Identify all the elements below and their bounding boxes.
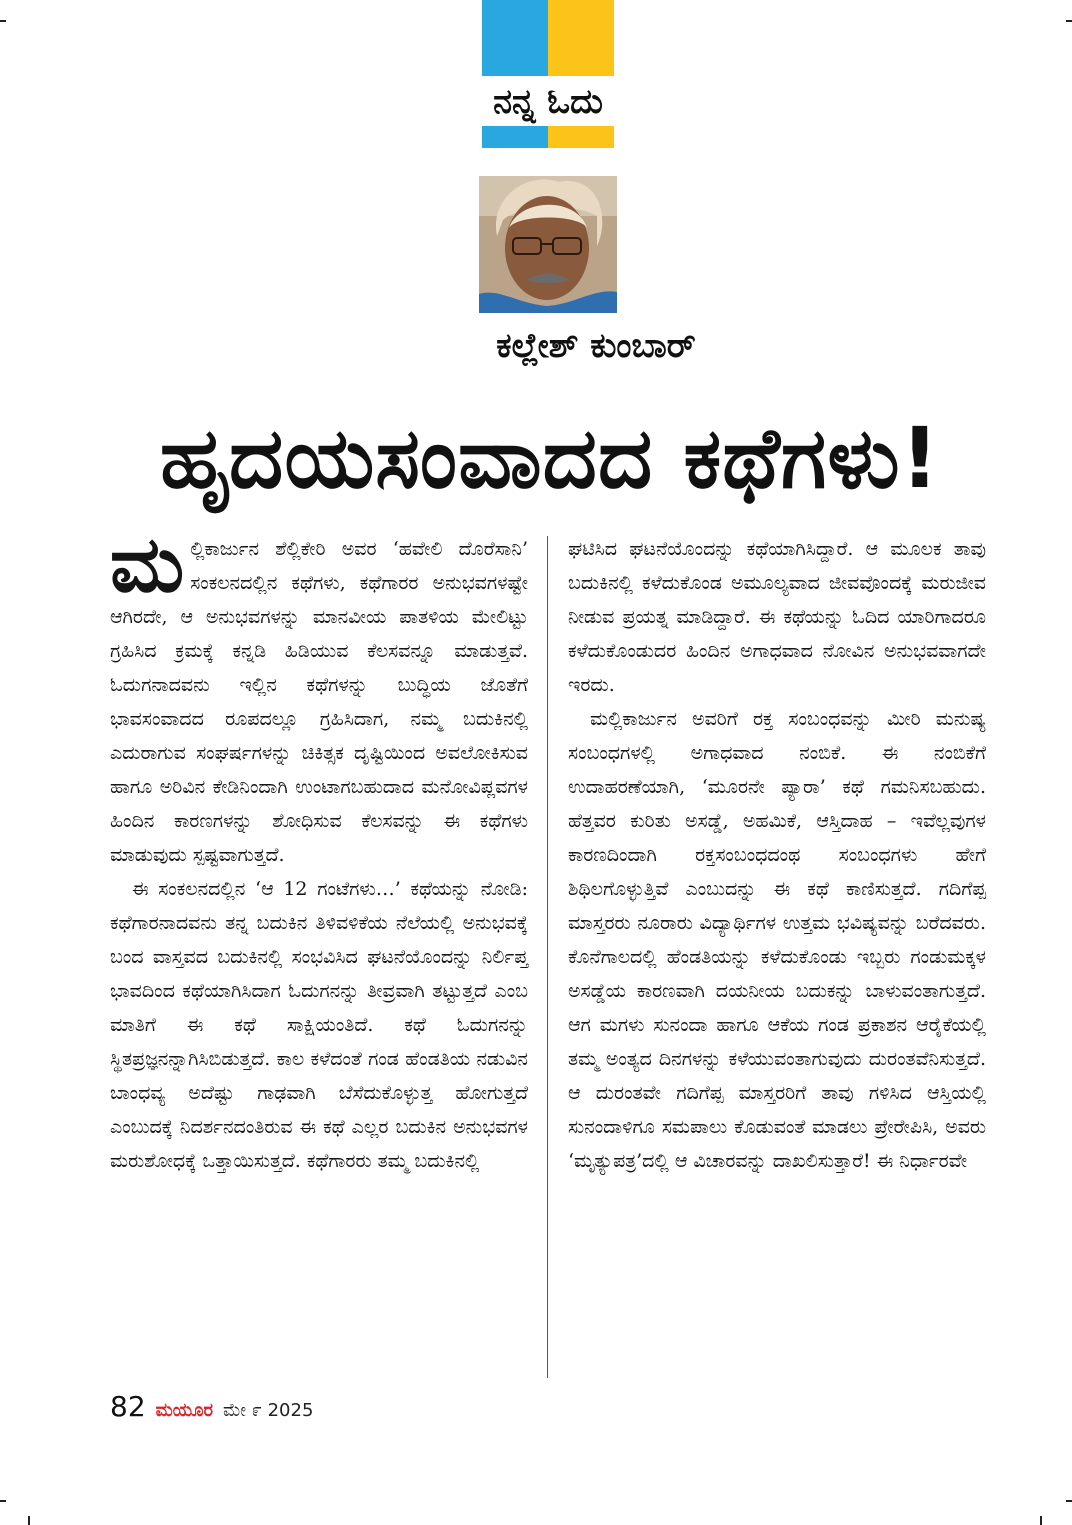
issue-date: ಮೇ ೯ 2025 [223,1400,314,1421]
drop-cap: ಮ [110,520,185,610]
author-photo [479,176,617,313]
section-title: ನನ್ನ ಓದು [493,82,603,122]
author-name: ಕಲ್ಲೇಶ್ ಕುಂಬಾರ್ [496,326,696,366]
crop-mark [28,1516,30,1525]
article-column-right [568,532,986,1178]
logo-blue-bar [482,126,548,148]
author-portrait-icon [479,176,617,313]
logo-yellow-block [548,0,614,76]
article-paragraph [110,520,528,872]
magazine-name: ಮಯೂರ [155,1400,214,1421]
paragraph-text: ಲ್ಲಿಕಾರ್ಜುನ ಶೆಲ್ಲಿಕೇರಿ ಅವರ ‘ಹವೇಲಿ ದೊರೆಸಾನಿ’ ಸಂಕಲನದಲ್ಲಿನ ಕಥೆಗಳು, ಕಥೆಗಾರರ ಅನುಭವಗಳಷ್ಟೇ ಆಗಿರದೇ, ಆ ಅನುಭವಗಳನ್ನು ಮಾನವೀಯ ಪಾತಳಿಯ ಮೇಲಿಟ್ಟು ಗ್ರಹಿಸಿದ ಕ್ರಮಕ್ಕೆ ಕನ್ನಡಿ ಹಿಡಿಯುವ ಕೆಲಸವನ್ನೂ ಮಾಡುತ್ತವೆ. ಓದುಗನಾದವನು ಇಲ್ಲಿನ ಕಥೆಗಳನ್ನು ಬುದ್ಧಿಯ ಜೊತೆಗೆ ಭಾವಸಂವಾದದ ರೂಪದಲ್ಲೂ ಗ್ರಹಿಸಿದಾಗ, ನಮ್ಮ ಬದುಕಿನಲ್ಲಿ ಎದುರಾಗುವ ಸಂಘರ್ಷಗಳನ್ನು ಚಿಕಿತ್ಸಕ ದೃಷ್ಟಿಯಿಂದ ಅವಲೋಕಿಸುವ ಹಾಗೂ ಅರಿವಿನ ಕೇಡಿನಿಂದಾಗಿ ಉಂಟಾಗಬಹುದಾದ ಮನೋವಿಪ್ಲವಗಳ ಹಿಂದಿನ ಕಾರಣಗಳನ್ನು ಶೋಧಿಸುವ ಕೆಲಸವನ್ನು ಈ ಕಥೆಗಳು ಮಾಡುವುದು ಸ್ಪಷ್ಟವಾಗುತ್ತದೆ. [110,538,528,866]
logo-yellow-bar [548,126,614,148]
headline: ಹೃದಯಸಂವಾದದ ಕಥೆಗಳು! [160,409,940,507]
article-column-left [110,520,528,1178]
logo-blue-block [482,0,548,76]
crop-mark [1066,20,1072,22]
article-paragraph: ಈ ಸಂಕಲನದಲ್ಲಿನ ‘ಆ 12 ಗಂಟೆಗಳು…’ ಕಥೆಯನ್ನು ನೋಡಿ: ಕಥೆಗಾರನಾದವನು ತನ್ನ ಬದುಕಿನ ತಿಳಿವಳಿಕೆಯ ನೆಲೆಯಲ್ಲಿ ಅನುಭವಕ್ಕೆ ಬಂದ ವಾಸ್ತವದ ಬದುಕಿನಲ್ಲಿ ಸಂಭವಿಸಿದ ಘಟನೆಯೊಂದನ್ನು ನಿರ್ಲಿಪ್ತ ಭಾವದಿಂದ ಕಥೆಯಾಗಿಸಿದಾಗ ಓದುಗನನ್ನು ತೀವ್ರವಾಗಿ ತಟ್ಟುತ್ತದೆ ಎಂಬ ಮಾತಿಗೆ ಈ ಕಥೆ ಸಾಕ್ಷಿಯಂತಿದೆ. ಕಥೆ ಓದುಗನನ್ನು ಸ್ಥಿತಪ್ರಜ್ಞನನ್ನಾಗಿಸಿಬಿಡುತ್ತದೆ. ಕಾಲ ಕಳೆದಂತೆ ಗಂಡ ಹೆಂಡತಿಯ ನಡುವಿನ ಬಾಂಧವ್ಯ ಅದೆಷ್ಟು ಗಾಢವಾಗಿ ಬೆಸೆದುಕೊಳ್ಳುತ್ತ ಹೋಗುತ್ತದೆ ಎಂಬುದಕ್ಕೆ ನಿದರ್ಶನದಂತಿರುವ ಈ ಕಥೆ ಎಲ್ಲರ ಬದುಕಿನ ಅನುಭವಗಳ ಮರುಶೋಧಕ್ಕೆ ಒತ್ತಾಯಿಸುತ್ತದೆ. ಕಥೆಗಾರರು ತಮ್ಮ ಬದುಕಿನಲ್ಲಿ [110,878,528,1172]
crop-mark [1040,1516,1042,1525]
crop-mark [1066,1500,1072,1502]
page-number: 82 [110,1390,146,1423]
section-logo [482,0,614,148]
article-paragraph: ಮಲ್ಲಿಕಾರ್ಜುನ ಅವರಿಗೆ ರಕ್ತ ಸಂಬಂಧವನ್ನು ಮೀರಿ ಮನುಷ್ಯ ಸಂಬಂಧಗಳಲ್ಲಿ ಅಗಾಧವಾದ ನಂಬಿಕೆ. ಈ ನಂಬಿಕೆಗೆ ಉದಾಹರಣೆಯಾಗಿ, ‘ಮೂರನೇ ಪ್ಯಾರಾ’ ಕಥೆ ಗಮನಿಸಬಹುದು. ಹೆತ್ತವರ ಕುರಿತು ಅಸಡ್ಡೆ, ಅಹಮಿಕೆ, ಆಸ್ತಿದಾಹ – ಇವೆಲ್ಲವುಗಳ ಕಾರಣದಿಂದಾಗಿ ರಕ್ತಸಂಬಂಧದಂಥ ಸಂಬಂಧಗಳು ಹೇಗೆ ಶಿಥಿಲಗೊಳ್ಳುತ್ತಿವೆ ಎಂಬುದನ್ನು ಈ ಕಥೆ ಕಾಣಿಸುತ್ತದೆ. ಗದಿಗೆಪ್ಪ ಮಾಸ್ತರರು ನೂರಾರು ವಿದ್ಯಾರ್ಥಿಗಳ ಉತ್ತಮ ಭವಿಷ್ಯವನ್ನು ಬರೆದವರು. ಕೊನೆಗಾಲದಲ್ಲಿ ಹೆಂಡತಿಯನ್ನು ಕಳೆದುಕೊಂಡು ಇಬ್ಬರು ಗಂಡುಮಕ್ಕಳ ಅಸಡ್ಡೆಯ ಕಾರಣವಾಗಿ ದಯನೀಯ ಬದುಕನ್ನು ಬಾಳುವಂತಾಗುತ್ತದೆ. ಆಗ ಮಗಳು ಸುನಂದಾ ಹಾಗೂ ಆಕೆಯ ಗಂಡ ಪ್ರಕಾಶನ ಆರೈಕೆಯಲ್ಲಿ ತಮ್ಮ ಅಂತ್ಯದ ದಿನಗಳನ್ನು ಕಳೆಯುವಂತಾಗುವುದು ದುರಂತವೆನಿಸುತ್ತದೆ. ಆ ದುರಂತವೇ ಗದಿಗೆಪ್ಪ ಮಾಸ್ತರರಿಗೆ ತಾವು ಗಳಿಸಿದ ಆಸ್ತಿಯಲ್ಲಿ ಸುನಂದಾಳಿಗೂ ಸಮಪಾಲು ಕೊಡುವಂತೆ ಮಾಡಲು ಪ್ರೇರೇಪಿಸಿ, ಅವರು ‘ಮೃತ್ಯುಪತ್ರ’ದಲ್ಲಿ ಆ ವಿಚಾರವನ್ನು ದಾಖಲಿಸುತ್ತಾರೆ! ಈ ನಿರ್ಧಾರವೇ [568,708,986,1172]
crop-mark [0,1500,6,1502]
crop-mark [0,20,6,22]
page-footer [110,1390,313,1430]
article-paragraph: ಘಟಿಸಿದ ಘಟನೆಯೊಂದನ್ನು ಕಥೆಯಾಗಿಸಿದ್ದಾರೆ. ಆ ಮೂಲಕ ತಾವು ಬದುಕಿನಲ್ಲಿ ಕಳೆದುಕೊಂಡ ಅಮೂಲ್ಯವಾದ ಜೀವವೊಂದಕ್ಕೆ ಮರುಜೀವ ನೀಡುವ ಪ್ರಯತ್ನ ಮಾಡಿದ್ದಾರೆ. ಈ ಕಥೆಯನ್ನು ಓದಿದ ಯಾರಿಗಾದರೂ ಕಳೆದುಕೊಂಡುದರ ಹಿಂದಿನ ಅಗಾಧವಾದ ನೋವಿನ ಅನುಭವವಾಗದೇ ಇರದು. [568,538,986,696]
column-divider [547,536,548,1378]
